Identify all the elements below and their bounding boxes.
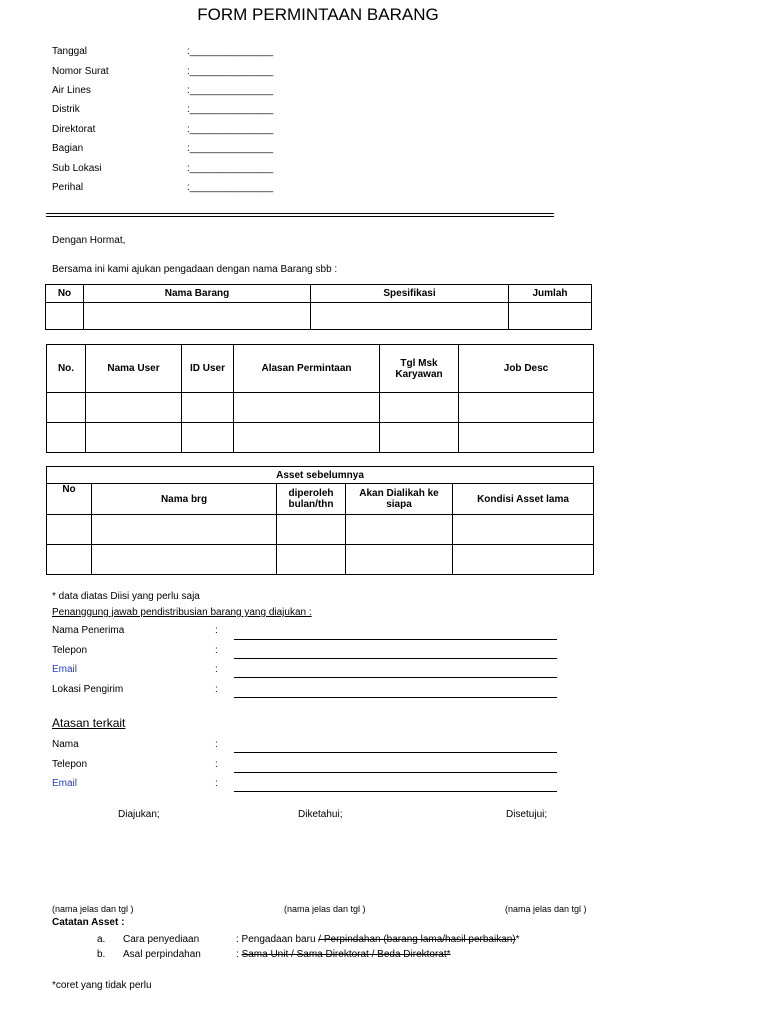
pj-label-email: Email — [52, 664, 78, 675]
catatan-struck-text: / Perpindahan (barang lama/hasil perbaikan) — [318, 934, 516, 945]
col-header-no: No — [47, 484, 92, 515]
table-caption: Asset sebelumnya — [47, 467, 594, 484]
table-cell[interactable] — [182, 423, 234, 453]
table-cell[interactable] — [380, 423, 459, 453]
field-blank-direktorat[interactable]: :_______________ — [187, 124, 274, 135]
catatan-label-cara-penyediaan: Cara penyediaan — [123, 934, 200, 945]
signature-role-diajukan: Diajukan; — [118, 809, 160, 820]
table-header-row — [47, 484, 594, 515]
table-cell[interactable] — [86, 393, 182, 423]
signature-role-disetujui: Disetujui; — [506, 809, 548, 820]
field-blank-tanggal[interactable]: :_______________ — [187, 46, 274, 57]
table-cell[interactable] — [46, 303, 84, 330]
col-header-akan-dialihkan: Akan Dialikah ke siapa — [346, 484, 453, 515]
table-header-row — [47, 345, 594, 393]
pj-heading: Penanggung jawab pendistribusian barang yang diajukan : — [52, 607, 312, 618]
col-header-no: No. — [47, 345, 86, 393]
table-caption-row — [47, 467, 594, 484]
table-cell[interactable] — [234, 423, 380, 453]
pj-label-lokasi-pengirim: Lokasi Pengirim — [52, 684, 124, 695]
table-cell[interactable] — [47, 515, 92, 545]
field-label-nomor-surat: Nomor Surat — [52, 66, 109, 77]
field-blank-air-lines[interactable]: :_______________ — [187, 85, 274, 96]
field-label-sub-lokasi: Sub Lokasi — [52, 163, 102, 174]
col-header-nama-barang: Nama Barang — [84, 285, 311, 303]
table-row — [47, 393, 594, 423]
table-row — [46, 303, 592, 330]
col-header-nama-brg: Nama brg — [92, 484, 277, 515]
col-header-alasan-permintaan: Alasan Permintaan — [234, 345, 380, 393]
table-cell[interactable] — [346, 515, 453, 545]
atasan-label-nama: Nama — [52, 739, 79, 750]
pj-nama-penerima-line[interactable] — [234, 639, 557, 640]
table-cell[interactable] — [380, 393, 459, 423]
col-header-spesifikasi: Spesifikasi — [311, 285, 509, 303]
table-cell[interactable] — [311, 303, 509, 330]
table-cell[interactable] — [234, 393, 380, 423]
table-cell[interactable] — [47, 393, 86, 423]
table-cell[interactable] — [92, 545, 277, 575]
pj-label-telepon: Telepon — [52, 645, 88, 656]
pj-email-line[interactable] — [234, 677, 557, 678]
atasan-telepon-line[interactable] — [234, 772, 557, 773]
pj-colon: : — [215, 625, 218, 636]
field-label-perihal: Perihal — [52, 182, 84, 193]
pj-colon: : — [215, 684, 218, 695]
table-cell[interactable] — [453, 545, 594, 575]
pj-lokasi-pengirim-line[interactable] — [234, 697, 557, 698]
atasan-colon: : — [215, 759, 218, 770]
catatan-prefix: : Pengadaan baru — [236, 934, 319, 945]
atasan-heading: Atasan terkait — [52, 716, 126, 730]
coret-note: *coret yang tidak perlu — [52, 980, 152, 991]
table-asset — [46, 466, 594, 575]
table-cell[interactable] — [459, 393, 594, 423]
catatan-value-asal-perpindahan — [236, 949, 451, 960]
pj-telepon-line[interactable] — [234, 658, 557, 659]
field-label-bagian: Bagian — [52, 143, 84, 154]
field-blank-sub-lokasi[interactable]: :_______________ — [187, 163, 274, 174]
field-label-tanggal: Tanggal — [52, 46, 88, 57]
field-blank-perihal[interactable]: :_______________ — [187, 182, 274, 193]
col-header-diperoleh: diperoleh bulan/thn — [277, 484, 346, 515]
atasan-colon: : — [215, 778, 218, 789]
atasan-label-telepon: Telepon — [52, 759, 88, 770]
table-cell[interactable] — [47, 545, 92, 575]
signature-name-note: (nama jelas dan tgl ) — [52, 904, 134, 914]
catatan-heading: Catatan Asset : — [52, 917, 125, 928]
pj-colon: : — [215, 664, 218, 675]
field-blank-distrik[interactable]: :_______________ — [187, 104, 274, 115]
table-cell[interactable] — [459, 423, 594, 453]
signature-name-note: (nama jelas dan tgl ) — [284, 904, 366, 914]
form-title: FORM PERMINTAAN BARANG — [197, 5, 439, 24]
note-filled: * data diatas Diisi yang perlu saja — [52, 591, 200, 602]
col-header-nama-user: Nama User — [86, 345, 182, 393]
table-row — [47, 545, 594, 575]
field-label-distrik: Distrik — [52, 104, 80, 115]
field-label-air-lines: Air Lines — [52, 85, 91, 96]
table-cell[interactable] — [92, 515, 277, 545]
catatan-prefix: : — [236, 949, 242, 960]
field-blank-bagian[interactable]: :_______________ — [187, 143, 274, 154]
atasan-colon: : — [215, 739, 218, 750]
catatan-label-asal-perpindahan: Asal perpindahan — [123, 949, 201, 960]
atasan-email-line[interactable] — [234, 791, 557, 792]
col-header-id-user: ID User — [182, 345, 234, 393]
catatan-letter: a. — [97, 934, 106, 945]
header-divider — [46, 213, 554, 217]
table-row — [47, 423, 594, 453]
table-cell[interactable] — [277, 545, 346, 575]
table-cell[interactable] — [509, 303, 592, 330]
table-cell[interactable] — [182, 393, 234, 423]
pj-colon: : — [215, 645, 218, 656]
table-row — [47, 515, 594, 545]
signature-name-note: (nama jelas dan tgl ) — [505, 904, 587, 914]
table-cell[interactable] — [346, 545, 453, 575]
field-blank-nomor-surat[interactable]: :_______________ — [187, 66, 274, 77]
catatan-value-cara-penyediaan — [236, 934, 520, 945]
atasan-nama-line[interactable] — [234, 752, 557, 753]
catatan-letter: b. — [97, 949, 106, 960]
table-user — [46, 344, 594, 453]
table-cell[interactable] — [86, 423, 182, 453]
field-label-direktorat: Direktorat — [52, 124, 96, 135]
greeting: Dengan Hormat, — [52, 235, 126, 246]
pj-label-nama-penerima: Nama Penerima — [52, 625, 125, 636]
col-header-no: No — [46, 285, 84, 303]
table-barang — [45, 284, 592, 330]
signature-role-diketahui: Diketahui; — [298, 809, 343, 820]
atasan-label-email: Email — [52, 778, 78, 789]
col-header-kondisi-asset: Kondisi Asset lama — [453, 484, 594, 515]
table-cell[interactable] — [453, 515, 594, 545]
col-header-tgl-msk-karyawan: Tgl Msk Karyawan — [380, 345, 459, 393]
table-cell[interactable] — [47, 423, 86, 453]
table-cell[interactable] — [277, 515, 346, 545]
col-header-jumlah: Jumlah — [509, 285, 592, 303]
table-cell[interactable] — [84, 303, 311, 330]
catatan-suffix: * — [515, 934, 520, 945]
table-header-row — [46, 285, 592, 303]
intro-text: Bersama ini kami ajukan pengadaan dengan nama Barang sbb : — [52, 264, 338, 275]
catatan-struck-text: Sama Unit / Sama Direktorat / Beda Direktorat* — [241, 949, 451, 960]
col-header-job-desc: Job Desc — [459, 345, 594, 393]
